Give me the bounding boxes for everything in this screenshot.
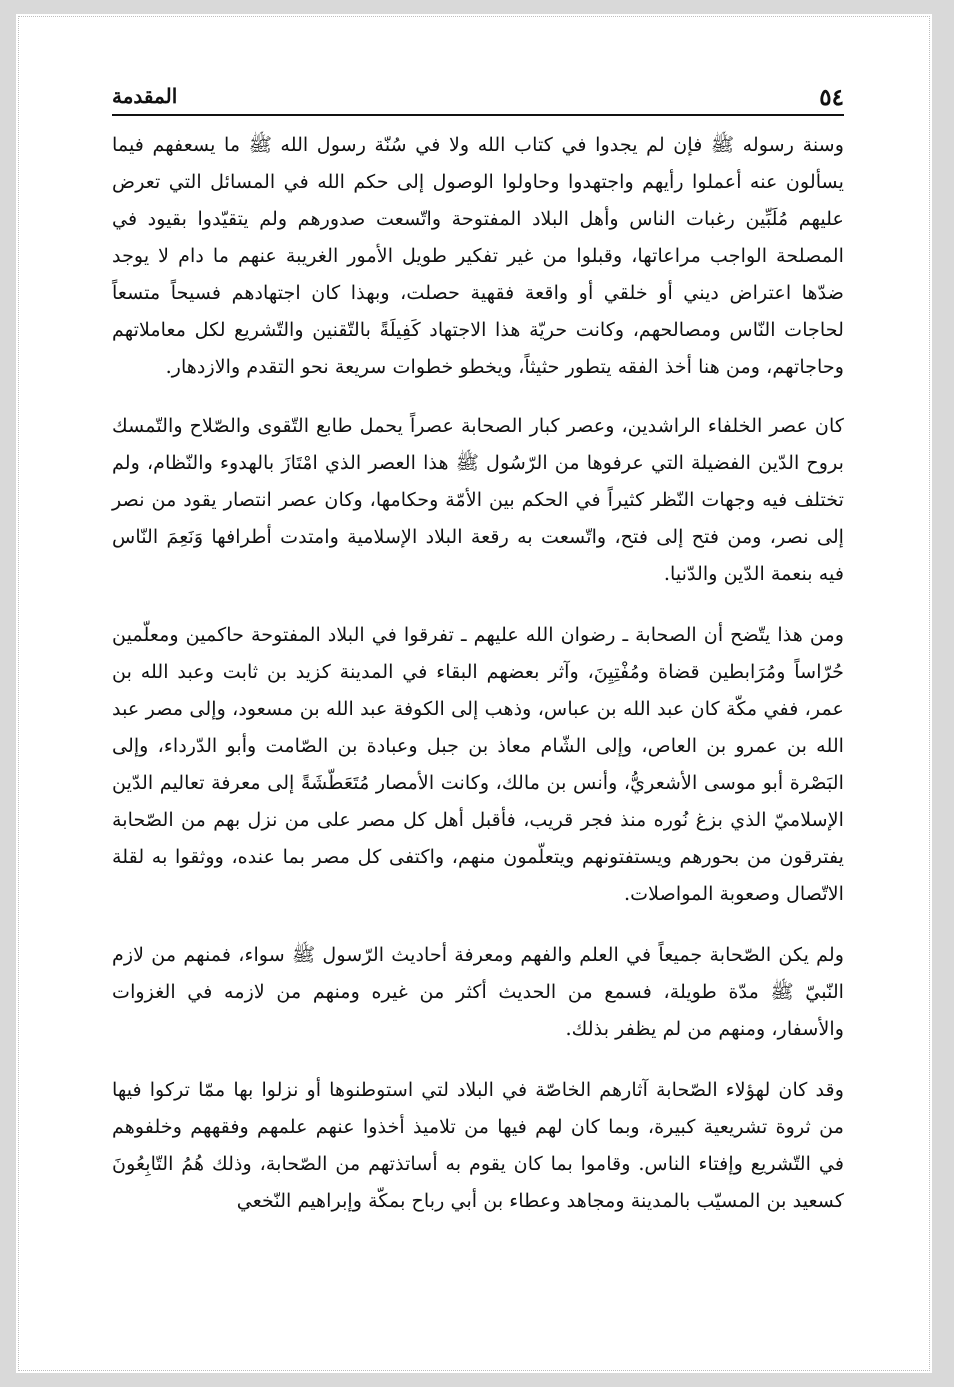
- paragraph-1: وسنة رسوله ﷺ فإن لم يجدوا في كتاب الله ولا في سُنّة رسول الله ﷺ ما يسعفهم فيما يسألون عنه أعملوا رأيهم واجتهدوا وحاولوا الوصول إلى حكم الله في المسائل التي تعرض عليهم مُلَبِّين رغبات الناس وأهل البلاد المفتوحة واتّسعت صدورهم ولم يتقيّدوا بقيود في المصلحة الواجب مراعاتها، وقبلوا من غير تفكير طويل الأمور الغريبة عنهم ما دام لا يوجد ضدّها اعتراض ديني أو خلقي أو واقعة فقهية حصلت، وبهذا كان اجتهادهم فسيحاً متسعاً لحاجات النّاس ومصالحهم، وكانت حريّة هذا الاجتهاد كَفِيلَةً بالتّقنين والتّشريع لكل معاملاتهم وحاجاتهم، ومن هنا أخذ الفقه يتطور حثيثاً، ويخطو خطوات سريعة نحو التقدم والازدهار.: [112, 133, 844, 378]
- paragraph-3: ومن هذا يتّضح أن الصحابة ـ رضوان الله عليهم ـ تفرقوا في البلاد المفتوحة حاكمين ومعلّمين حُرّاساً ومُرَابطين قضاة ومُفْتِيِنَ، وآثر بعضهم البقاء في المدينة كزيد بن ثابت وعبد الله بن عمر، ففي مكّة كان عبد الله بن عباس، وذهب إلى الكوفة عبد الله بن مسعود، وإلى مصر عبد الله بن عمرو بن العاص، وإلى الشّام معاذ بن جبل وعبادة بن الصّامت وأبو الدّرداء، وإلى البَصْرة أبو موسى الأشعريُّ، وأنس بن مالك، وكانت الأمصار مُتَعَطّشَةً إلى معرفة تعاليم الدّين الإسلاميّ الذي بزغ نُوره منذ فجر قريب، فأقبل أهل كل مصر على من نزل بهم من الصّحابة يفترقون من بحورهم ويستفتونهم ويتعلّمون منهم، واكتفى كل مصر بما عنده، ووثقوا به لقلة الاتّصال وصعوبة المواصلات.: [112, 623, 844, 905]
- running-header: [112, 80, 844, 114]
- page-number: ٥٤: [819, 84, 844, 111]
- chapter-title: المقدمة: [112, 84, 178, 108]
- book-page: [112, 80, 844, 1360]
- paragraph-2: كان عصر الخلفاء الراشدين، وعصر كبار الصحابة عصراً يحمل طابع التّقوى والصّلاح والتّمسك بروح الدّين الفضيلة التي عرفوها من الرّسُول ﷺ هذا العصر الذي امْتَازَ بالهدوء والنّظام، ولم تختلف فيه وجهات النّظر كثيراً في الحكم بين الأمّة وحكامها، وكان عصر انتصار يقود من نصر إلى نصر، ومن فتح إلى فتح، واتّسعت به رقعة البلاد الإسلامية وامتدت أطرافها وَنَعِمَ النّاس فيه بنعمة الدّين والدّنيا.: [112, 414, 844, 585]
- body-text: [112, 126, 844, 1219]
- paragraph-5: وقد كان لهؤلاء الصّحابة آثارهم الخاصّة في البلاد لتي استوطنوها أو نزلوا بها ممّا تركوا فيها من ثروة تشريعية كبيرة، وبما كان لهم فيها من تلاميذ أخذوا عنهم علمهم وفقههم وخلفوهم في التّشريع وإفتاء الناس. وقاموا بما كان يقوم به أساتذتهم من الصّحابة، وذلك هُمُ التّابِعُونَ كسعيد بن المسيّب بالمدينة ومجاهد وعطاء بن أبي رباح بمكّة وإبراهيم النّخعي: [112, 1078, 844, 1212]
- paragraph-4: ولم يكن الصّحابة جميعاً في العلم والفهم ومعرفة أحاديث الرّسول ﷺ سواء، فمنهم من لازم النّبيّ ﷺ مدّة طويلة، فسمع من الحديث أكثر من غيره ومنهم من لازمه في الغزوات والأسفار، ومنهم من لم يظفر بذلك.: [112, 943, 844, 1040]
- header-rule: [112, 114, 844, 116]
